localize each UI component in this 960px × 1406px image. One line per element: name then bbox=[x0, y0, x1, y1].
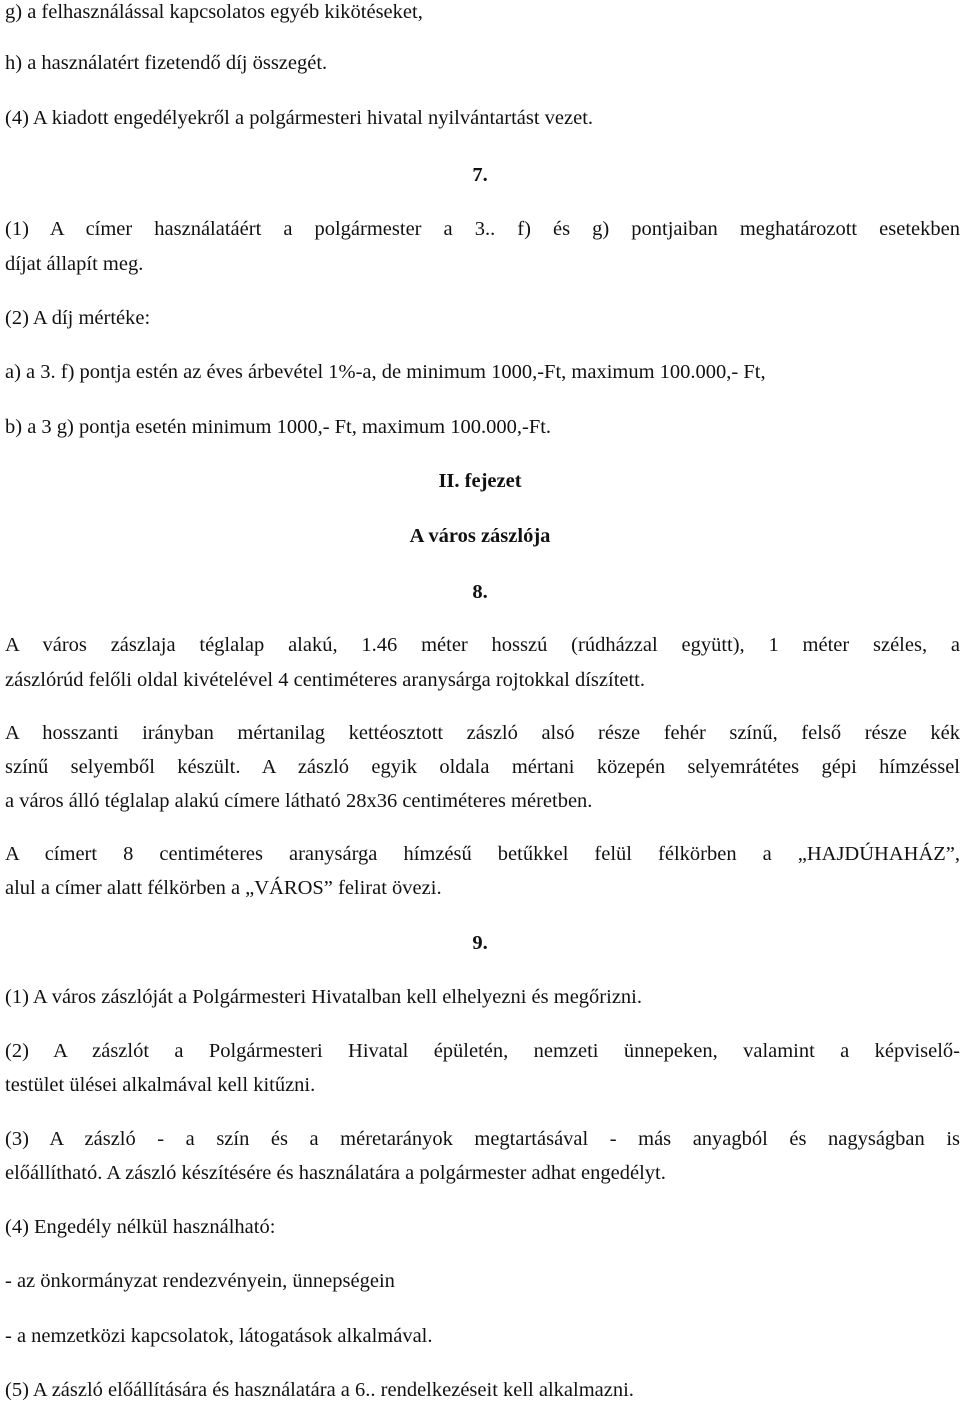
paragraph-line: (1) A címer használatáért a polgármester a 3.. f) és g) pontjaiban meghatározott esetekben bbox=[5, 218, 960, 240]
paragraph-line: (3) A zászló - a szín és a méretarányok megtartásával - más anyagból és nagyságban is bbox=[5, 1128, 960, 1150]
paragraph-line: színű selyemből készült. A zászló egyik oldala mértani közepén selyemrátétes gépi hímzéssel bbox=[5, 756, 960, 778]
paragraph-line: előállítható. A zászló készítésére és használatára a polgármester adhat engedélyt. bbox=[5, 1162, 666, 1184]
paragraph-line: a) a 3. f) pontja estén az éves árbevétel 1%-a, de minimum 1000,-Ft, maximum 100.000,- Ft, bbox=[5, 361, 766, 383]
paragraph-line: zászlórúd felőli oldal kivételével 4 centiméteres aranysárga rojtokkal díszített. bbox=[5, 669, 646, 691]
paragraph-line: (4) Engedély nélkül használható: bbox=[5, 1216, 276, 1238]
paragraph-line: A város zászlaja téglalap alakú, 1.46 méter hosszú (rúdházzal együtt), 1 méter széles, a bbox=[5, 634, 960, 656]
section-heading-9: 9. bbox=[472, 932, 488, 954]
paragraph-line: g) a felhasználással kapcsolatos egyéb kikötéseket, bbox=[5, 1, 423, 23]
paragraph-line: (2) A díj mértéke: bbox=[5, 307, 151, 329]
paragraph-line: a város álló téglalap alakú címere látható 28x36 centiméteres méretben. bbox=[5, 790, 593, 812]
paragraph-line: díjat állapít meg. bbox=[5, 253, 144, 275]
paragraph-line: A hosszanti irányban mértanilag kettéosztott zászló alsó része fehér színű, felső része kék bbox=[5, 722, 960, 744]
paragraph-line: testület ülései alkalmával kell kitűzni. bbox=[5, 1074, 316, 1096]
paragraph-line: b) a 3 g) pontja esetén minimum 1000,- Ft, maximum 100.000,-Ft. bbox=[5, 416, 552, 438]
paragraph-line: A címert 8 centiméteres aranysárga hímzésű betűkkel felül félkörben a „HAJDÚHAHÁZ”, bbox=[5, 843, 960, 865]
paragraph-line: (1) A város zászlóját a Polgármesteri Hivatalban kell elhelyezni és megőrizni. bbox=[5, 986, 642, 1008]
paragraph-line: (2) A zászlót a Polgármesteri Hivatal épületén, nemzeti ünnepeken, valamint a képviselő- bbox=[5, 1040, 960, 1062]
paragraph-line: (5) A zászló előállítására és használatára a 6.. rendelkezéseit kell alkalmazni. bbox=[5, 1379, 634, 1401]
list-item: - az önkormányzat rendezvényein, ünnepségein bbox=[5, 1270, 395, 1292]
chapter-title: A város zászlója bbox=[409, 525, 551, 547]
list-item: - a nemzetközi kapcsolatok, látogatások alkalmával. bbox=[5, 1325, 433, 1347]
section-heading-7: 7. bbox=[472, 164, 488, 186]
section-heading-8: 8. bbox=[472, 581, 488, 603]
paragraph-line: (4) A kiadott engedélyekről a polgármesteri hivatal nyilvántartást vezet. bbox=[5, 107, 594, 129]
paragraph-line: alul a címer alatt félkörben a „VÁROS” felirat övezi. bbox=[5, 877, 442, 899]
paragraph-line: h) a használatért fizetendő díj összegét. bbox=[5, 52, 328, 74]
chapter-heading: II. fejezet bbox=[438, 470, 522, 492]
